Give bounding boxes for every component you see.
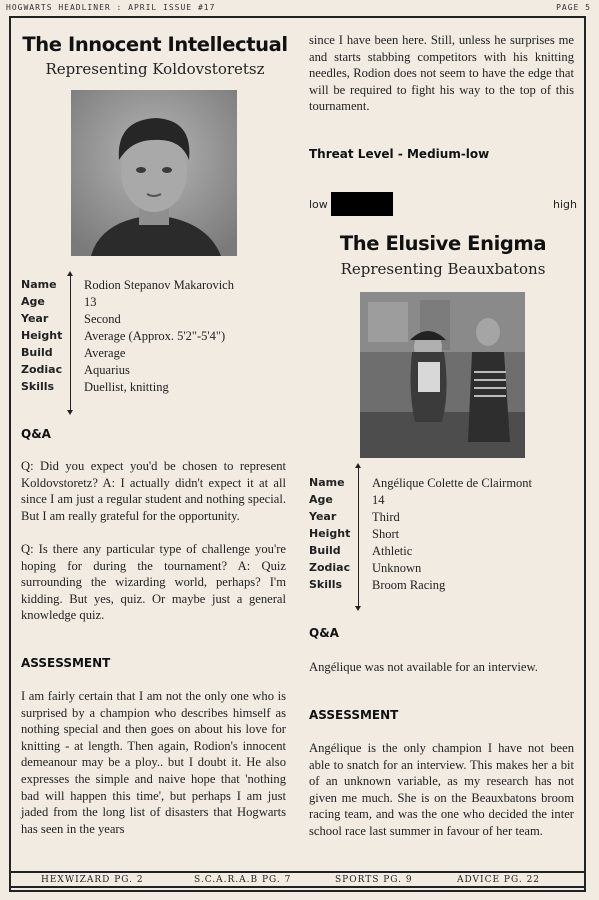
threat-level-label: Threat Level - Medium-low xyxy=(309,147,490,161)
stat-value: Average (Approx. 5'2"-5'4") xyxy=(84,329,226,343)
champion2-assessment-heading: ASSESSMENT xyxy=(309,708,399,722)
assessment-paragraph: I am fairly certain that I am not the only one who is surprised by a champion who describes himself as nothing special and then goes on about his love for knitting - at length. Then again, Rodion's innocent demeanour may be a ploy.. but I doubt it. He also expresses the simple and naive hope that 'nothing bad will happen this time', but perhaps I am just jaded from the long list of disasters that Hogwarts has seen in the years xyxy=(21,689,286,836)
stat-row-zodiac xyxy=(309,561,577,578)
champion1-column xyxy=(21,28,289,868)
stat-value: 13 xyxy=(84,295,97,309)
champion2-column xyxy=(309,28,577,868)
stat-label: Zodiac xyxy=(21,363,63,376)
stat-value: Short xyxy=(372,527,400,541)
footer-link-scarab[interactable]: S.C.A.R.A.B PG. 7 xyxy=(194,875,292,885)
stat-label: Skills xyxy=(21,380,55,393)
stat-label: Age xyxy=(309,493,333,506)
stat-row-build xyxy=(21,346,289,363)
footer-nav xyxy=(9,871,586,888)
stat-row-age xyxy=(21,295,289,312)
footer-link-advice[interactable]: ADVICE PG. 22 xyxy=(457,875,541,885)
qa-paragraph: Angélique was not available for an interview. xyxy=(309,660,538,674)
stat-label: Height xyxy=(309,527,351,540)
divider-arrow-top xyxy=(355,463,361,468)
champion1-qa-heading: Q&A xyxy=(21,427,51,441)
champion2-photo xyxy=(360,292,525,458)
portrait-girls-icon xyxy=(360,292,525,458)
stat-value: Angélique Colette de Clairmont xyxy=(372,476,533,490)
stat-value: Athletic xyxy=(372,544,413,558)
stat-label: Skills xyxy=(309,578,343,591)
stat-value: Third xyxy=(372,510,400,524)
stat-value: Unknown xyxy=(372,561,422,575)
champion1-subtitle: Representing Koldovstoretsz xyxy=(45,60,265,78)
stat-label: Age xyxy=(21,295,45,308)
champion1-assessment-text xyxy=(21,688,286,837)
assessment-paragraph: since I have been here. Still, unless he surprises me and starts stabbing competitors with his knitting needles, Rodion does not seem to have the edge that will be required to fight his way to the top of this tournament. xyxy=(309,33,574,114)
threat-bar xyxy=(331,192,393,216)
stat-label: Name xyxy=(21,278,57,291)
stat-row-height xyxy=(309,527,577,544)
footer-link-hexwizard[interactable]: HEXWIZARD PG. 2 xyxy=(41,875,144,885)
qa-paragraph: Q: Is there any particular type of challenge you're hoping for during the tournament? A: Quiz surrounding the wizarding world, perhaps? I'm kidding. But yes, quiz. Or maybe just a general knowledge quiz. xyxy=(21,541,286,623)
threat-low-label: low xyxy=(309,198,328,211)
stat-value: 14 xyxy=(372,493,385,507)
stat-row-name xyxy=(309,476,577,493)
divider-arrow-top xyxy=(67,271,73,276)
stat-row-age xyxy=(309,493,577,510)
divider-arrow-bottom xyxy=(67,410,73,415)
stat-label: Zodiac xyxy=(309,561,351,574)
stat-row-build xyxy=(309,544,577,561)
stat-row-year xyxy=(309,510,577,527)
stat-row-name xyxy=(21,278,289,295)
footer-link-sports[interactable]: SPORTS PG. 9 xyxy=(335,875,413,885)
assessment-paragraph: Angélique is the only champion I have not been able to snatch for an interview. This makes her a bit of an unknown variable, as my research has not given me much. She is on the Beauxbatons broom racing team, and was the one who decided the inter school race last summer in favour of her team. xyxy=(309,741,574,838)
champion1-photo xyxy=(71,90,237,256)
champion1-title: The Innocent Intellectual xyxy=(22,33,288,56)
stat-value: Aquarius xyxy=(84,363,130,377)
champion2-subtitle: Representing Beauxbatons xyxy=(340,260,546,278)
champion2-title: The Elusive Enigma xyxy=(339,232,547,255)
divider-arrow-bottom xyxy=(355,606,361,611)
champion1-stats xyxy=(21,274,289,414)
stat-row-year xyxy=(21,312,289,329)
stat-row-height xyxy=(21,329,289,346)
stat-label: Height xyxy=(21,329,63,342)
stat-label: Year xyxy=(309,510,337,523)
champion1-assessment-heading: ASSESSMENT xyxy=(21,656,111,670)
stat-label: Build xyxy=(309,544,341,557)
stat-value: Duellist, knitting xyxy=(84,380,169,394)
champion2-assessment-text xyxy=(309,740,574,840)
issue-label: HOGWARTS HEADLINER : APRIL ISSUE #17 xyxy=(6,3,216,12)
threat-meter xyxy=(309,192,577,218)
champion1-assessment-continued xyxy=(309,32,574,115)
qa-paragraph: Q: Did you expect you'd be chosen to represent Koldovstoretz? A: I actually didn't expect it at all since I am just a regular student and nothing special. But I am really grateful for the opportunity. xyxy=(21,459,286,523)
champion2-qa-text xyxy=(309,659,574,676)
champion2-stats xyxy=(309,466,577,610)
threat-high-label: high xyxy=(553,198,577,211)
champion2-qa-heading: Q&A xyxy=(309,626,339,640)
portrait-boy-icon xyxy=(71,90,237,256)
stat-row-skills xyxy=(309,578,577,595)
masthead xyxy=(0,0,599,16)
stat-row-zodiac xyxy=(21,363,289,380)
stat-value: Broom Racing xyxy=(372,578,446,592)
page-number: PAGE 5 xyxy=(556,3,591,12)
stat-label: Build xyxy=(21,346,53,359)
stat-row-skills xyxy=(21,380,289,397)
stat-value: Second xyxy=(84,312,121,326)
stat-value: Rodion Stepanov Makarovich xyxy=(84,278,234,292)
stat-label: Year xyxy=(21,312,49,325)
stat-value: Average xyxy=(84,346,126,360)
champion1-qa-text xyxy=(21,458,286,624)
stat-label: Name xyxy=(309,476,345,489)
